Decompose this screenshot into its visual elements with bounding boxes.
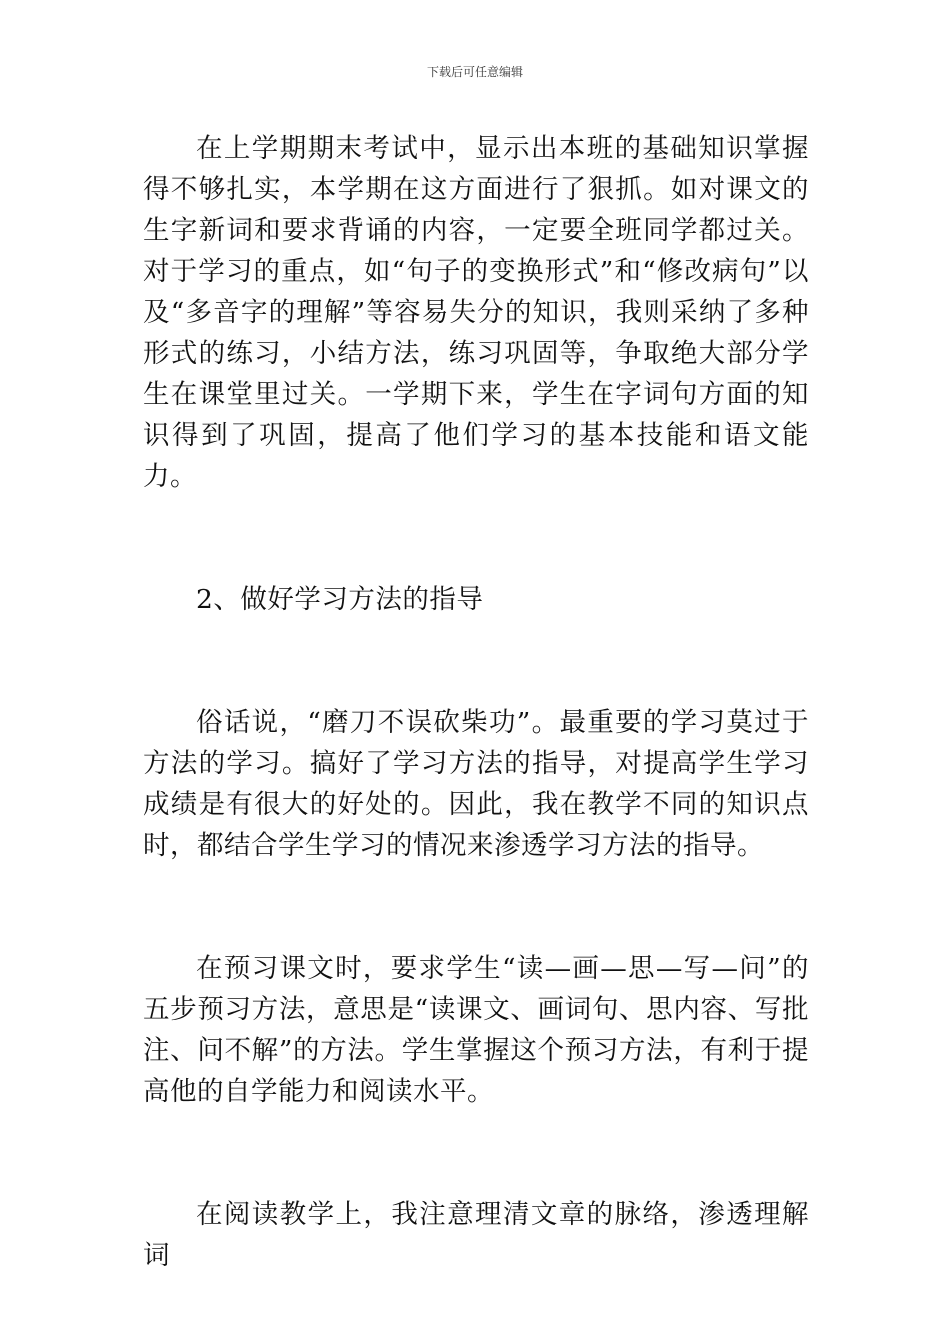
paragraph-reading-teaching: 在阅读教学上，我注意理清文章的脉络，渗透理解词 — [143, 1199, 809, 1271]
paragraph-study-methods: 俗话说，“磨刀不误砍柴功”。最重要的学习莫过于方法的学习。搞好了学习方法的指导，对提高学生学习成绩是有很大的好处的。因此，我在教学不同的知识点时，都结合学生学习的情况来渗透学习方法的指导。 — [143, 707, 809, 861]
paragraph-gap — [143, 1112, 809, 1194]
paragraph-gap — [143, 866, 809, 948]
paragraph-gap — [143, 497, 809, 579]
paragraph-preview-method: 在预习课文时，要求学生“读—画—思—写—问”的五步预习方法，意思是“读课文、画词句、思内容、写批注、问不解”的方法。学生掌握这个预习方法，有利于提高他的自学能力和阅读水平。 — [143, 953, 809, 1107]
paragraph-gap — [143, 620, 809, 702]
section-heading-study-methods: 2、做好学习方法的指导 — [196, 584, 484, 615]
paragraph-basic-knowledge: 在上学期期末考试中，显示出本班的基础知识掌握得不够扎实，本学期在这方面进行了狠抓。如对课文的生字新词和要求背诵的内容，一定要全班同学都过关。对于学习的重点，如“句子的变换形式”和“修改病句”以及“多音字的理解”等容易失分的知识，我则采纳了多种形式的练习，小结方法，练习巩固等，争取绝大部分学生在课堂里过关。一学期下来，学生在字词句方面的知识得到了巩固，提高了他们学习的基本技能和语文能力。 — [143, 133, 809, 492]
header-note: 下载后可任意编辑 — [426, 65, 523, 79]
document-body — [143, 128, 809, 1276]
